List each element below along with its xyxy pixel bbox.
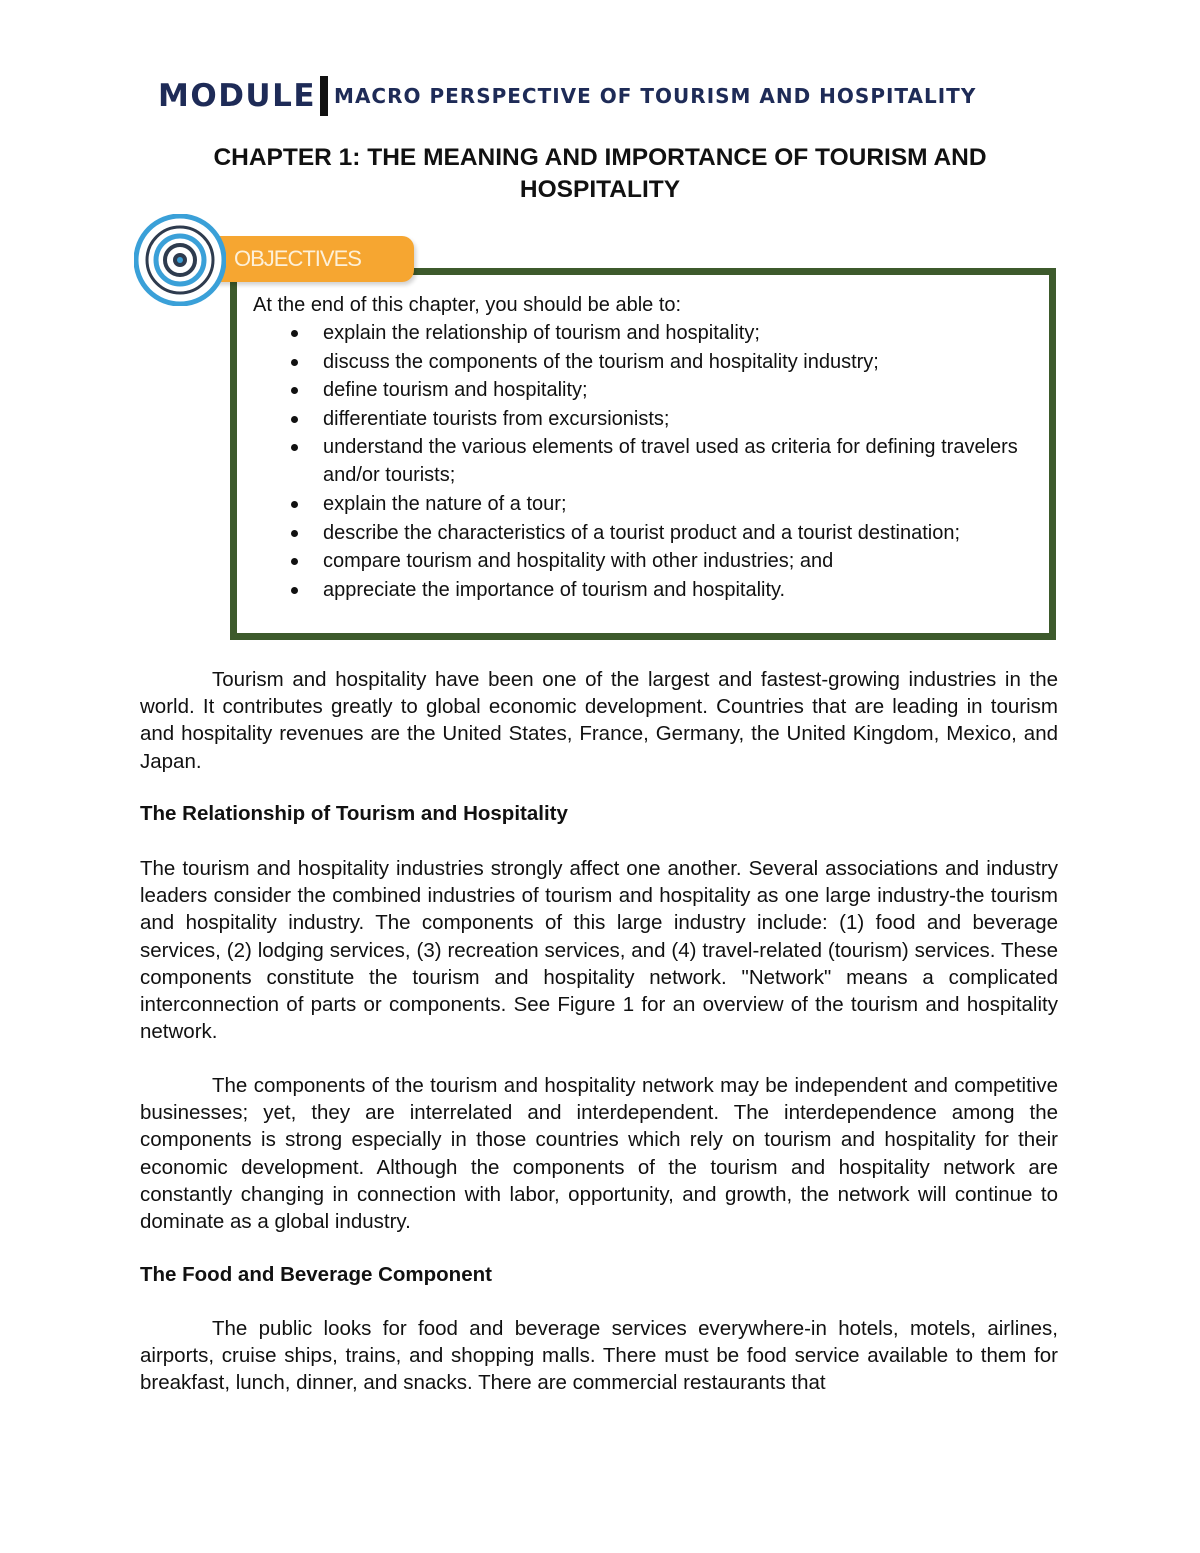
objectives-list (237, 319, 1027, 604)
module-divider (320, 76, 328, 116)
intro-paragraph: Tourism and hospitality have been one of the largest and fastest-growing industries in the world. It contributes greatly to global economic development. Countries that are leading in tourism and hospitality revenues are the United States, France, Germany, the United Kingdom, Mexico, and Japan. (140, 668, 1058, 773)
objective-item: differentiate tourists from excursionists; (237, 405, 1027, 433)
chapter-title-line1: CHAPTER 1: THE MEANING AND IMPORTANCE OF TOURISM AND (213, 144, 987, 171)
objectives-box (230, 268, 1056, 640)
chapter-title (140, 142, 1060, 206)
module-header (158, 72, 1058, 120)
objective-item: describe the characteristics of a tourist product and a tourist destination; (237, 519, 1027, 547)
objective-item: discuss the components of the tourism and hospitality industry; (237, 348, 1027, 376)
objective-item: define tourism and hospitality; (237, 376, 1027, 404)
food-beverage-paragraph: The public looks for food and beverage services everywhere-in hotels, motels, airlines, airports, cruise ships, trains, and shopping malls. There must be food service available to them for breakfast, lunch, dinner, and snacks. There are commercial restaurants that (140, 1317, 1058, 1395)
objective-item: explain the nature of a tour; (237, 490, 1027, 518)
section-heading-food-beverage: The Food and Beverage Component (140, 1263, 492, 1286)
objective-item: explain the relationship of tourism and hospitality; (237, 319, 1027, 347)
objective-item: compare tourism and hospitality with other industries; and (237, 547, 1027, 575)
objective-item: appreciate the importance of tourism and hospitality. (237, 576, 1027, 604)
module-subtitle: MACRO PERSPECTIVE OF TOURISM AND HOSPITALITY (334, 84, 977, 108)
target-icon (134, 214, 226, 306)
relationship-paragraph-1: The tourism and hospitality industries strongly affect one another. Several associations and industry leaders consider the combined industries of tourism and hospitality as one large industry-the tourism and hospitality industry. The components of this large industry include: (1) food and beverage services, (2) lodging services, (3) recreation services, and (4) travel-related (tourism) services. These components constitute the tourism and hospitality network. "Network" means a complicated interconnection of parts or components. See Figure 1 for an overview of the tourism and hospitality network. (140, 857, 1058, 1044)
objectives-intro: At the end of this chapter, you should be able to: (253, 294, 682, 316)
objectives-tab-label: OBJECTIVES (234, 246, 361, 271)
objective-item: understand the various elements of travel used as criteria for defining travelers and/or tourists; (237, 433, 1027, 489)
section-heading-relationship: The Relationship of Tourism and Hospitality (140, 802, 568, 825)
relationship-paragraph-2: The components of the tourism and hospitality network may be independent and competitive businesses; yet, they are interrelated and interdependent. The interdependence among the components is strong especially in those countries which rely on tourism and hospitality for their economic development. Although the components of the tourism and hospitality network are constantly changing in connection with labor, opportunity, and growth, the network will continue to dominate as a global industry. (140, 1074, 1058, 1234)
chapter-title-line2: HOSPITALITY (519, 176, 681, 203)
module-label: MODULE (158, 78, 317, 114)
objectives-tab (200, 236, 414, 282)
